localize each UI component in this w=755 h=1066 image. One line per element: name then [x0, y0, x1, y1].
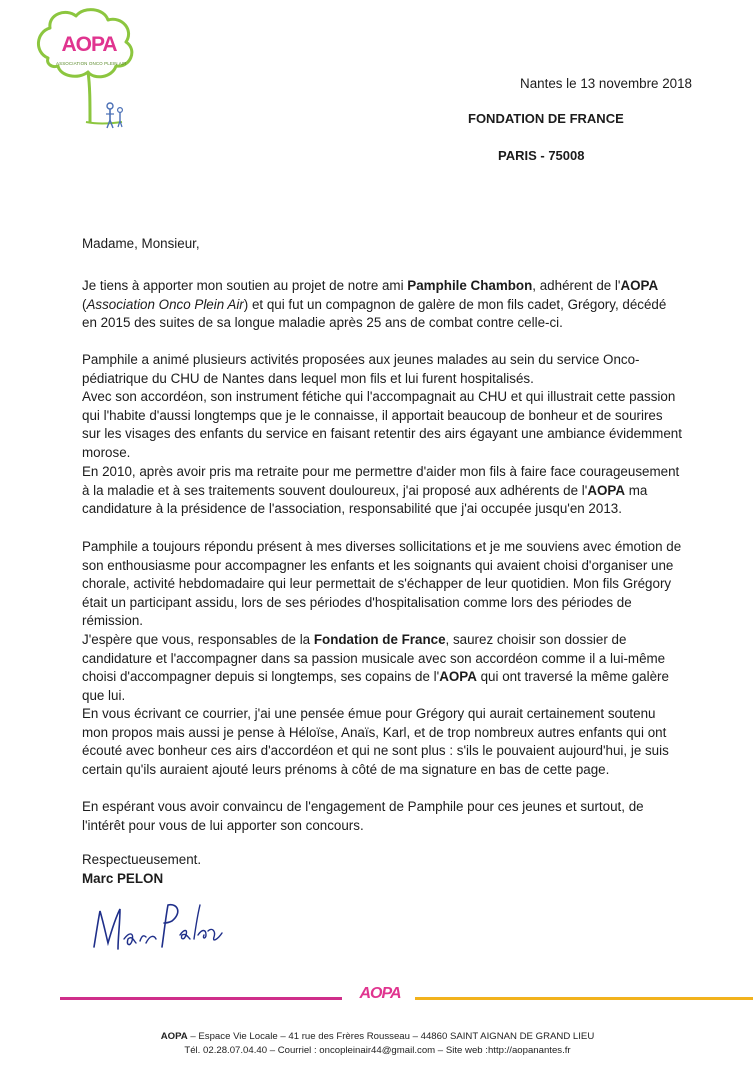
aopa-logo: [30, 6, 150, 142]
paragraph-6: En vous écrivant ce courrier, j'ai une pensée émue pour Grégory qui aurait certainement soutenu mon propos mais aussi je pense à Héloïse, Anaïs, Karl, et de trop nombreux autres enfants qui ont écouté avec bonheur ces airs d'accordéon et qui ne sont plus : s'ils le pouvaient aujourd'hui, je suis certain qu'ils auraient ajouté leurs prénoms à côté de ma signature en bas de cette page.: [82, 706, 669, 777]
footer-org-name: AOPA: [160, 1031, 188, 1042]
footer-address: [0, 1031, 755, 1042]
paragraph-3: [82, 463, 682, 519]
p1-org-name: AOPA: [620, 278, 659, 293]
paragraph-5: [82, 631, 682, 705]
paragraph-4: Pamphile a toujours répondu présent à mes diverses sollicitations et je me souviens avec émotion de son enthousiasme pour accompagner les enfants et les soignants qui avaient choisi d'organiser une chorale, activité hebdomadaire qui leur permettait de s'échapper de leur quotidien. Mon fils Grégory était un participant assidu, lors de ses périodes d'hospitalisation comme lors des périodes de rémission.: [82, 539, 682, 629]
footer-address-text: – Espace Vie Locale – 41 rue des Frères Rousseau – 44860 SAINT AIGNAN DE GRAND LIEU: [187, 1031, 595, 1042]
paragraph-7: En espérant vous avoir convaincu de l'engagement de Pamphile pour ces jeunes et surtout, de l'intérêt pour vous de lui apporter son concours.: [82, 799, 644, 833]
handwritten-signature: [88, 895, 238, 965]
p2-text: Pamphile a animé plusieurs activités proposées aux jeunes malades au sein du service Onco-pédiatrique du CHU de Nantes dans lequel mon fils et lui furent hospitalisés.: [82, 352, 640, 386]
p2-text: Avec son accordéon, son instrument fétiche qui l'accompagnait au CHU et qui illustrait cette passion qui l'habite d'aussi longtemps que je le connaisse, il apportait beaucoup de bonheur et de sourires sur les visages des enfants du service en faisant retentir des airs égayant une ambiance évidemment morose.: [82, 389, 682, 460]
letter-date: Nantes le 13 novembre 2018: [520, 76, 692, 91]
footer-logo: AOPA: [359, 985, 401, 1002]
footer-line-pink: [60, 997, 342, 1000]
footer-line-yellow: [415, 997, 753, 1000]
p3-text: ma candidature à la présidence de l'association, responsabilité que j'ai occupée jusqu'en 2013.: [82, 482, 648, 517]
p5-text: , saurez choisir son dossier de candidature et l'accompagner dans sa passion musicale avec son accordéon comme il a lui-même choisi d'accompagner depuis si longtemps, ses copains de l': [82, 632, 666, 685]
recipient-name: FONDATION DE FRANCE: [468, 111, 624, 126]
tree-logo-icon: [30, 6, 150, 142]
p5-foundation-name: Fondation de France: [313, 632, 446, 647]
p1-text: ) et qui fut un compagnon de galère de mon fils cadet, Grégory, décédé en 2015 des suites de sa longue maladie après 25 ans de combat contre celle-ci.: [82, 296, 667, 331]
p5-org-name: AOPA: [439, 669, 477, 685]
p1-text: Je tiens à apporter mon soutien au projet de notre ami: [82, 278, 408, 293]
logo-subtitle: ASSOCIATION ONCO PLEIN AIR: [56, 61, 127, 66]
closing-text: Respectueusement.: [82, 852, 202, 867]
paragraph-2: [82, 351, 682, 463]
recipient-city: PARIS - 75008: [498, 148, 585, 163]
p3-text: En 2010, après avoir pris ma retraite pour me permettre d'aider mon fils à faire face courageusement à la maladie et à ses traitements souvent douloureux, j'ai proposé aux adhérents de l': [82, 464, 680, 498]
p3-org-name: AOPA: [587, 482, 626, 498]
p1-text: (: [82, 296, 87, 312]
footer-contact: Tél. 02.28.07.04.40 – Courriel : oncopleinair44@gmail.com – Site web :http://aopanantes.fr: [184, 1045, 571, 1056]
p5-text: qui ont traversé la même galère que lui.: [82, 669, 669, 703]
salutation: Madame, Monsieur,: [82, 236, 200, 251]
logo-text: AOPA: [61, 33, 117, 56]
closing-block: [82, 851, 201, 888]
p5-text: J'espère que vous, responsables de la: [82, 632, 314, 647]
paragraph-1: [82, 277, 682, 333]
p1-text: , adhérent de l': [532, 278, 621, 293]
signer-name: Marc PELON: [82, 870, 164, 886]
p1-person-name: Pamphile Chambon: [407, 278, 533, 293]
p1-org-fullname: Association Onco Plein Air: [86, 296, 244, 312]
